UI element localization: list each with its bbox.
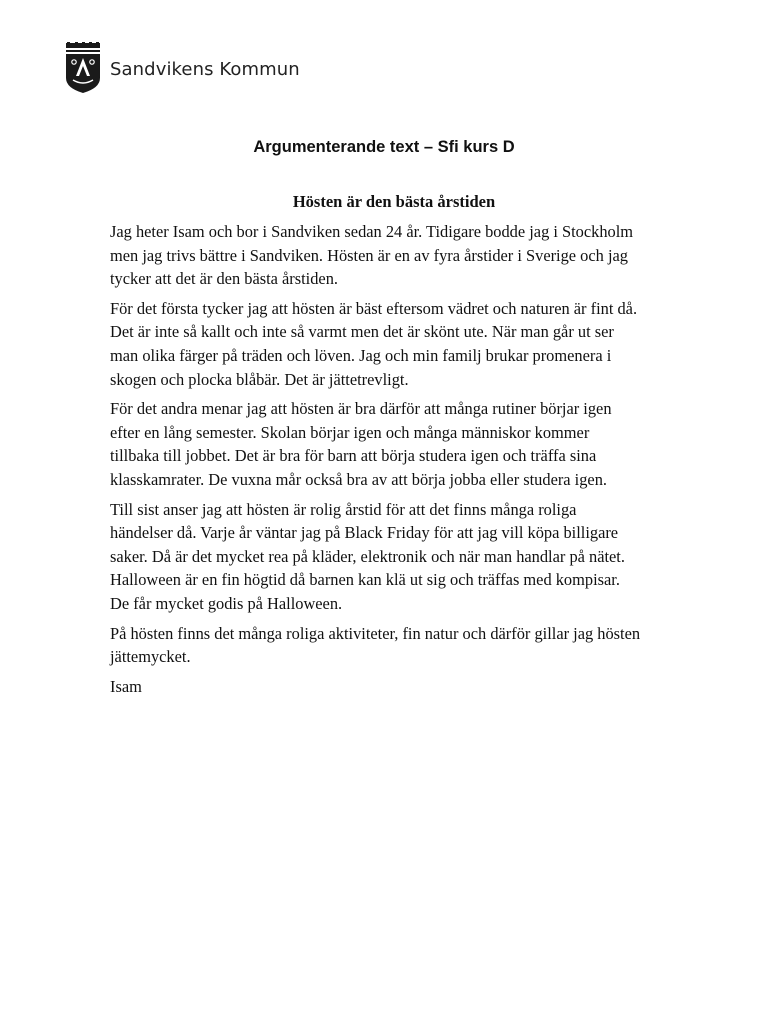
org-name: Sandvikens Kommun (110, 59, 300, 80)
signature: Isam (110, 676, 142, 696)
paragraph: På hösten finns det många roliga aktiviteter, fin natur och därför gillar jag hösten jättemycket. (110, 623, 641, 667)
paragraph: För det första tycker jag att hösten är bäst eftersom vädret och naturen är fint då. Det är inte så kallt och inte så varmt men det är skönt ute. När man går ut ser man olika färger på träden och löven. Jag och min familj brukar promenera i skogen och plocka blåbär. Det är jättetrevligt. (110, 298, 638, 389)
paragraph: Till sist anser jag att hösten är rolig årstid för att det finns många roliga händelser då. Varje år väntar jag på Black Friday för att jag vill köpa billigare saker. Då är det mycket rea på kläder, elektronik och när man handlar på nätet. Halloween är en fin högtid då barnen kan klä ut sig och träffas med kompisar. De får mycket godis på Halloween. (110, 499, 625, 613)
coat-of-arms-icon (64, 42, 102, 94)
municipality-logo (64, 42, 300, 94)
document-heading: Argumenterande text – Sfi kurs D (253, 138, 515, 156)
paragraph: Jag heter Isam och bor i Sandviken sedan 24 år. Tidigare bodde jag i Stockholm men jag trivs bättre i Sandviken. Hösten är en av fyra årstider i Sverige och jag tycker att det är den bästa årstiden. (110, 222, 634, 289)
essay-body (110, 220, 710, 704)
paragraph: För det andra menar jag att hösten är bra därför att många rutiner börjar igen efter en lång semester. Skolan börjar igen och många människor kommer tillbaka till jobbet. Det är bra för barn att börja studera igen och träffa sina klasskamrater. De vuxna mår också bra av att börja jobba eller studera igen. (110, 399, 612, 489)
essay-title: Hösten är den bästa årstiden (292, 192, 496, 211)
